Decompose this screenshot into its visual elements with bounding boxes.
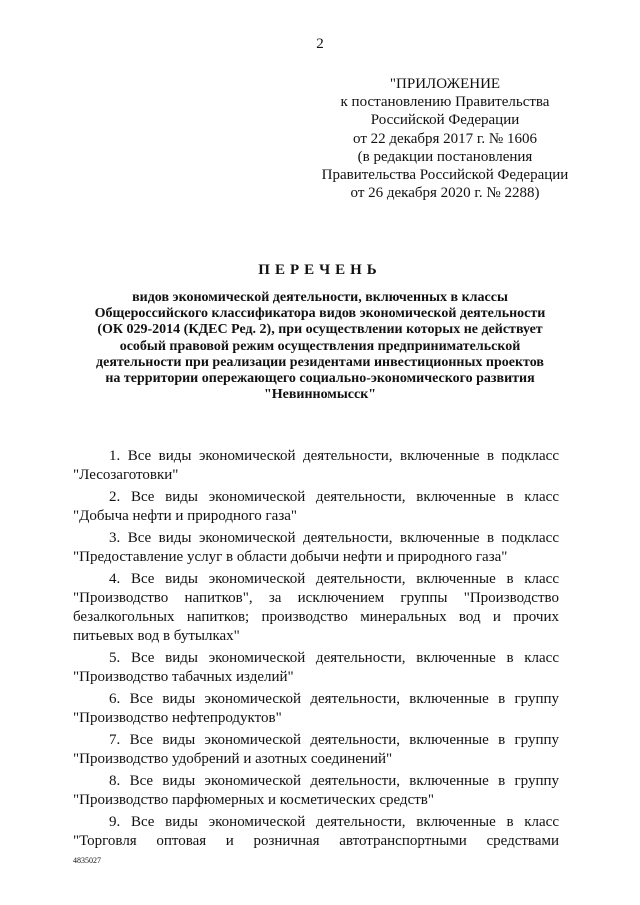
list-item-line: 2. Все виды экономической деятельности, включенные в класс	[109, 489, 559, 505]
list-item-line: 5. Все виды экономической деятельности, включенные в класс	[109, 650, 559, 666]
subtitle-line: на территории опережающего социально-экономического развития	[105, 371, 535, 387]
list-item	[73, 570, 559, 646]
list-item-line: "Производство нефтепродуктов"	[73, 710, 282, 726]
list-item-line: "Производство удобрений и азотных соединений"	[73, 751, 393, 767]
approval-line: (в редакции постановления	[357, 148, 533, 165]
list-item-line: 6. Все виды экономической деятельности, включенные в группу	[109, 691, 559, 707]
subtitle-line: особый правовой режим осуществления предпринимательской	[119, 338, 521, 354]
list-item	[73, 731, 559, 769]
document-code: 4835027	[73, 856, 101, 865]
approval-line: от 26 декабря 2020 г. № 2288)	[350, 185, 540, 202]
list-item-line: питьевых вод в бутылках"	[73, 628, 240, 644]
items-list	[73, 447, 559, 854]
list-item	[73, 772, 559, 810]
list-item	[73, 813, 559, 851]
document-subtitle	[60, 290, 580, 403]
list-item	[73, 488, 559, 526]
list-item-line: 3. Все виды экономической деятельности, включенные в подкласс	[109, 530, 559, 546]
list-item-line: безалкогольных напитков; производство минеральных вод и прочих	[73, 609, 559, 625]
approval-line: к постановлению Правительства	[340, 94, 550, 111]
subtitle-line: Общероссийского классификатора видов экономической деятельности	[94, 306, 546, 322]
list-item-line: "Предоставление услуг в области добычи нефти и природного газа"	[73, 549, 508, 565]
approval-block	[300, 75, 590, 202]
list-item-line: 4. Все виды экономической деятельности, включенные в класс	[109, 571, 559, 587]
subtitle-line: деятельности при реализации резидентами инвестиционных проектов	[96, 354, 544, 370]
page-number: 2	[316, 36, 324, 52]
approval-line: Правительства Российской Федерации	[321, 167, 569, 184]
list-item-line: "Производство напитков", за исключением группы "Производство	[73, 590, 559, 606]
list-item-line: "Производство табачных изделий"	[73, 669, 294, 685]
list-item-line: "Производство парфюмерных и косметических средств"	[73, 792, 434, 808]
list-item-line: "Добыча нефти и природного газа"	[73, 508, 298, 524]
subtitle-line: "Невинномысск"	[263, 387, 377, 403]
approval-line: от 22 декабря 2017 г. № 1606	[353, 130, 537, 147]
list-item-line: 7. Все виды экономической деятельности, включенные в группу	[109, 732, 559, 748]
list-item	[73, 447, 559, 485]
document-title: ПЕРЕЧЕНЬ	[258, 262, 382, 278]
list-item-line: 8. Все виды экономической деятельности, включенные в группу	[109, 773, 559, 789]
subtitle-line: видов экономической деятельности, включенных в классы	[132, 290, 508, 305]
list-item	[73, 690, 559, 728]
list-item	[73, 649, 559, 687]
list-item-line: 1. Все виды экономической деятельности, включенные в подкласс	[109, 448, 559, 464]
list-item-line: "Торговля оптовая и розничная автотранспортными средствами	[73, 833, 559, 849]
subtitle-line: (ОК 029-2014 (КДЕС Ред. 2), при осуществлении которых не действует	[97, 322, 543, 338]
list-item	[73, 529, 559, 567]
approval-line: "ПРИЛОЖЕНИЕ	[389, 76, 501, 92]
list-item-line: "Лесозаготовки"	[73, 467, 179, 483]
list-item-line: 9. Все виды экономической деятельности, включенные в класс	[109, 814, 559, 830]
approval-line: Российской Федерации	[370, 112, 520, 129]
